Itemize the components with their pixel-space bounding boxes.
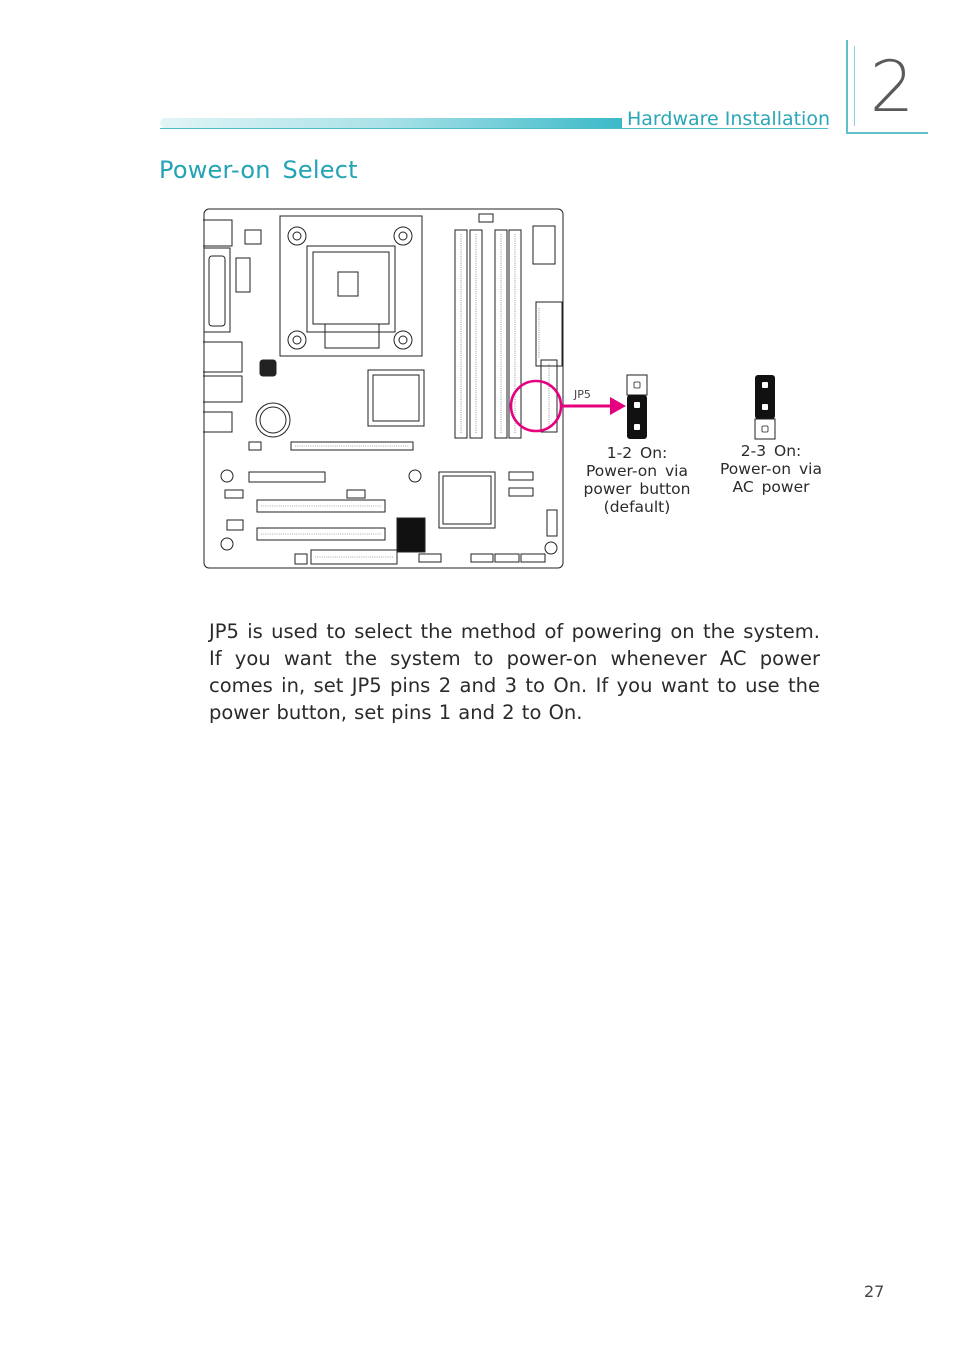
section-label: Hardware Installation: [627, 108, 831, 130]
jp5-highlight: [511, 381, 561, 431]
jumper-caption-2-3: [712, 442, 830, 496]
body-paragraph: JP5 is used to select the method of powering on the system. If you want the system to power-on whenever AC power comes in, set JP5 pins 2 and 3 to On. If you want to use the power button, set pins 1 and 2 to On.: [209, 619, 820, 724]
caption-line: AC power: [732, 478, 810, 496]
caption-line: 1-2 On:: [606, 444, 668, 462]
jumper-1-2-on-icon: [626, 374, 648, 440]
arrow-icon: [562, 394, 628, 418]
chapter-number: 2: [869, 46, 915, 128]
jumper-2-3-on-icon: [754, 374, 776, 440]
page-title: Power-on Select: [159, 156, 358, 184]
jp5-label: JP5: [574, 388, 591, 401]
caption-line: power button: [583, 480, 691, 498]
jumper-caption-1-2: [575, 444, 699, 516]
caption-line: (default): [603, 498, 671, 516]
caption-line: Power-on via: [720, 460, 822, 478]
header-gradient-bar: [160, 118, 622, 128]
caption-line: 2-3 On:: [740, 442, 802, 460]
motherboard-diagram: [203, 208, 565, 570]
caption-line: Power-on via: [586, 462, 688, 480]
page-number: 27: [864, 1282, 885, 1301]
